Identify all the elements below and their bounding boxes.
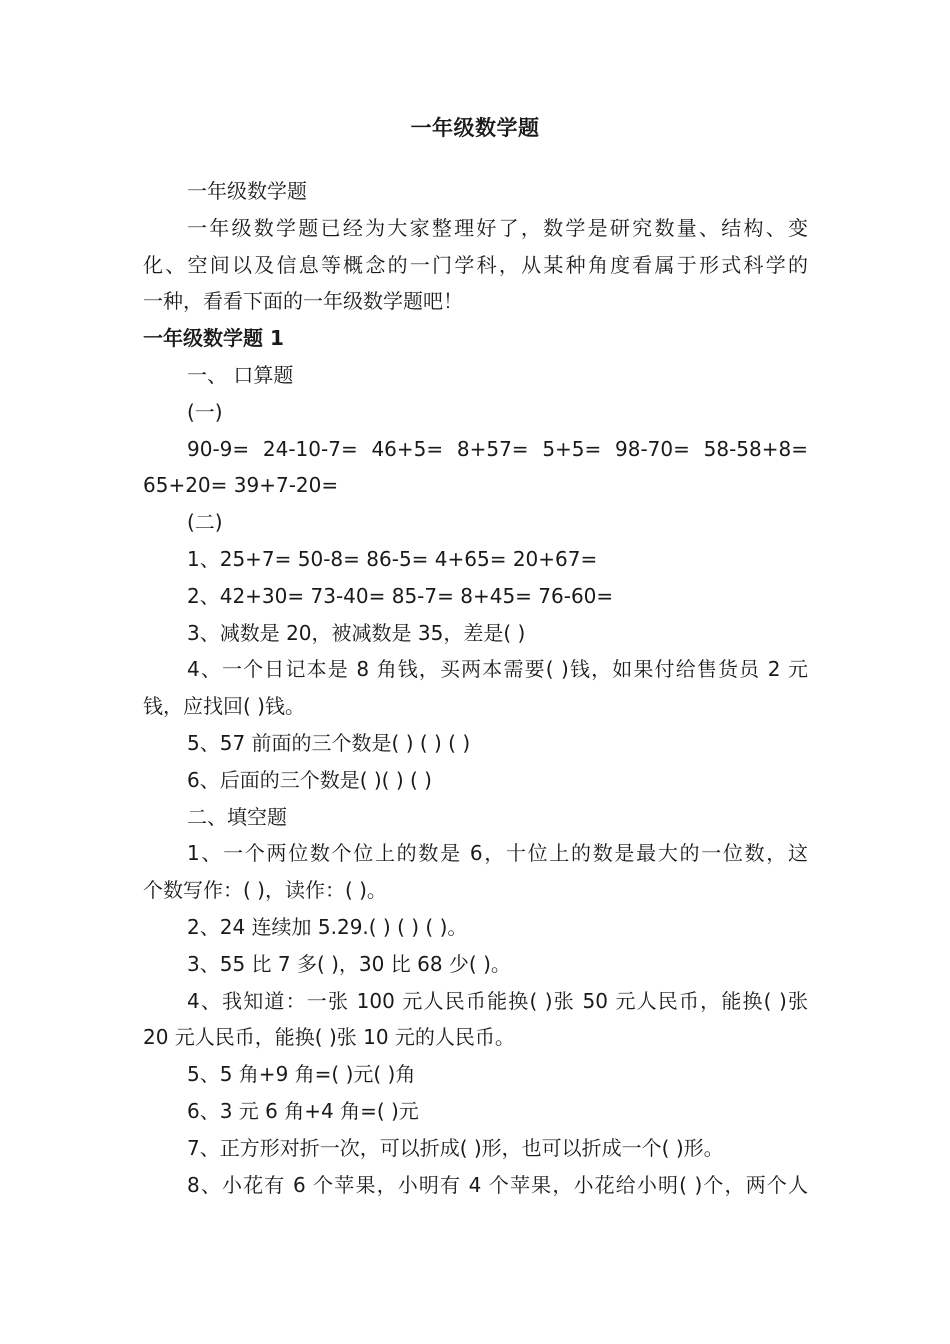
text-line: 1、25+7= 50-8= 86-5= 4+65= 20+67= <box>187 546 598 571</box>
text-line: 5、5 角+9 角=( )元( )角 <box>187 1062 416 1087</box>
section-heading: 一年级数学题 1 <box>143 326 284 351</box>
text-line: 4、一个日记本是 8 角钱，买两本需要( )钱，如果付给售货员 2 元 <box>187 657 808 682</box>
text-line: 3、减数是 20，被减数是 35，差是( ) <box>187 620 526 645</box>
text-line: 一种，看看下面的一年级数学题吧！ <box>143 289 463 314</box>
text-line: 6、3 元 6 角+4 角=( )元 <box>187 1098 419 1123</box>
text-line: (一) <box>187 399 223 424</box>
text-line: 6、后面的三个数是( )( ) ( ) <box>187 767 432 792</box>
document-title: 一年级数学题 <box>410 116 540 140</box>
text-line: (二) <box>187 510 223 535</box>
text-line: 2、24 连续加 5.29.( ) ( ) ( )。 <box>187 914 468 939</box>
text-line: 化、空间以及信息等概念的一门学科，从某种角度看属于形式科学的 <box>143 252 808 277</box>
text-line: 90-9= 24-10-7= 46+5= 8+57= 5+5= 98-70= 58-58+8= <box>187 436 808 461</box>
text-line: 1、一个两位数个位上的数是 6，十位上的数是最大的一位数，这 <box>187 841 808 866</box>
text-line: 一、 口算题 <box>187 362 294 387</box>
text-line: 二、填空题 <box>187 804 287 829</box>
document-body <box>143 173 808 1203</box>
text-line: 一年级数学题 <box>187 179 307 203</box>
text-line: 8、小花有 6 个苹果，小明有 4 个苹果，小花给小明( )个，两个人 <box>187 1172 808 1197</box>
text-line: 一年级数学题已经为大家整理好了，数学是研究数量、结构、变 <box>187 215 808 240</box>
text-line: 7、正方形对折一次，可以折成( )形，也可以折成一个( )形。 <box>187 1135 724 1160</box>
text-line: 4、我知道：一张 100 元人民币能换( )张 50 元人民币，能换( )张 <box>187 988 808 1013</box>
text-line: 3、55 比 7 多( )，30 比 68 少( )。 <box>187 951 511 976</box>
text-line: 钱，应找回( )钱。 <box>143 694 305 719</box>
text-line: 2、42+30= 73-40= 85-7= 8+45= 76-60= <box>187 583 614 608</box>
text-line: 65+20= 39+7-20= <box>143 473 339 498</box>
text-line: 20 元人民币，能换( )张 10 元的人民币。 <box>143 1025 515 1050</box>
text-line: 5、57 前面的三个数是( ) ( ) ( ) <box>187 730 471 755</box>
text-line: 个数写作：( )，读作：( )。 <box>143 878 387 903</box>
